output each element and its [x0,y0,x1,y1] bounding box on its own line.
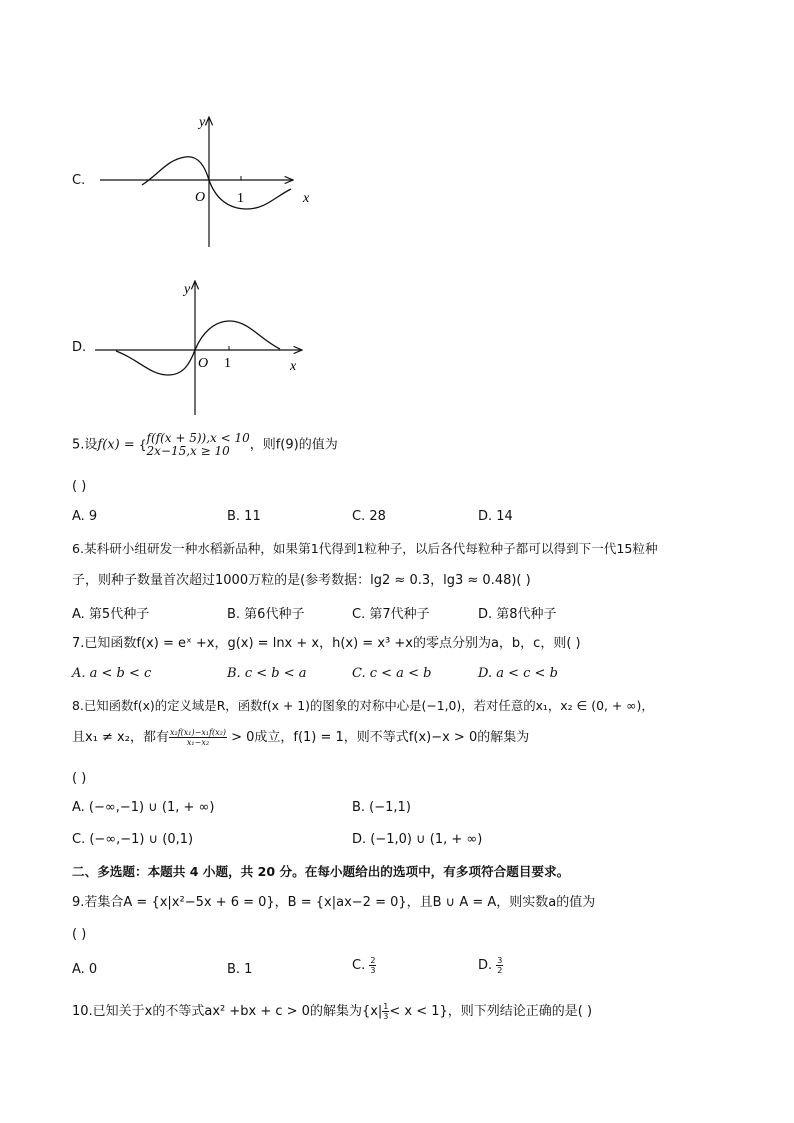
q9-option-c-den: 3 [370,966,376,975]
q5-option-b[interactable]: B. 11 [227,509,261,524]
q5-case-1: f(f(x + 5)),x < 10 [146,431,250,445]
q5-option-c[interactable]: C. 28 [352,509,386,524]
q9-option-d[interactable] [478,956,503,975]
q5-brace: { [138,438,147,452]
q7-option-b[interactable]: B. c < b < a [227,666,307,681]
q9-option-a[interactable]: A. 0 [72,962,98,977]
q9-option-d-fraction [496,956,503,975]
q10-prefix: 10.已知关于x的不等式ax² +bx + c > 0的解集为{x| [72,1004,383,1019]
q5-option-d[interactable]: D. 14 [478,509,513,524]
q9-option-c[interactable] [352,956,376,975]
q9-option-d-den: 2 [497,966,503,975]
graph-c-origin: O [195,190,206,205]
q6-option-d[interactable]: D. 第8代种子 [478,607,557,622]
q10-suffix: < x < 1}，则下列结论正确的是( ) [389,1004,593,1019]
q7-text: 7.已知函数f(x) = eˣ +x，g(x) = lnx + x，h(x) = x³ +x的零点分别为a，b，c，则( ) [72,636,581,651]
q6-option-b[interactable]: B. 第6代种子 [227,607,305,622]
q9-option-c-prefix: C. [352,958,366,973]
graph-c [95,105,325,255]
option-d-label: D. [72,340,87,355]
graph-d [90,273,320,423]
q7-option-c[interactable]: C. c < a < b [352,666,432,681]
q5-option-a[interactable]: A. 9 [72,509,98,524]
q8-line-1: 8.已知函数f(x)的定义域是R，函数f(x + 1)的图象的对称中心是(−1,0)，若对任意的x₁，x₂ ∈ (0, + ∞)， [72,698,654,713]
q8-line-2b: > 0成立，f(1) = 1，则不等式f(x)−x > 0的解集为 [226,730,530,745]
q8-option-d[interactable]: D. (−1,0) ∪ (1, + ∞) [352,832,483,847]
q9-text: 9.若集合A = {x|x²−5x + 6 = 0}，B = {x|ax−2 = 0}，且B ∪ A = A，则实数a的值为 [72,895,596,910]
q5-paren: ( ) [72,479,87,494]
q7-option-a[interactable]: A. a < b < c [72,666,152,681]
q9-paren: ( ) [72,927,87,942]
q8-line-2 [72,728,529,747]
q9-option-c-fraction [369,956,376,975]
section-2-heading: 二、多选题：本题共 4 小题，共 20 分。在每小题给出的选项中，有多项符合题目要求。 [72,864,570,879]
q5-case-2: 2x−15,x ≥ 10 [146,444,230,458]
q6-line-1: 6.某科研小组研发一种水稻新品种，如果第1代得到1粒种子，以后各代每粒种子都可以得到下一代15粒种 [72,541,658,556]
q9-option-c-num: 2 [370,956,376,965]
q5-prefix: 5.设 [72,437,98,453]
q6-option-a[interactable]: A. 第5代种子 [72,607,150,622]
q8-option-b[interactable]: B. (−1,1) [352,800,411,815]
q9-option-d-prefix: D. [478,958,493,973]
graph-c-y-label: y [199,115,206,130]
q8-option-a[interactable]: A. (−∞,−1) ∪ (1, + ∞) [72,800,215,815]
q10-frac-num: 1 [383,1002,389,1011]
q5-suffix: ，则f(9)的值为 [249,437,338,453]
q8-frac-den: x₁−x₂ [186,738,210,747]
q9-option-b[interactable]: B. 1 [227,962,253,977]
q5-func: f(x) = [97,437,139,453]
graph-d-x-label: x [290,359,297,374]
q10-frac-den: 3 [383,1012,389,1021]
q8-frac-num: x₂f(x₁)−x₁f(x₂) [169,728,226,737]
q8-line-2a: 且x₁ ≠ x₂，都有 [72,730,169,745]
q8-paren: ( ) [72,771,87,786]
q6-option-c[interactable]: C. 第7代种子 [352,607,430,622]
q8-option-c[interactable]: C. (−∞,−1) ∪ (0,1) [72,832,194,847]
q6-line-2: 子，则种子数量首次超过1000万粒的是(参考数据：lg2 ≈ 0.3，lg3 ≈ 0.48)( ) [72,573,531,588]
graph-c-tick-label: 1 [237,191,244,206]
q8-fraction [169,728,227,747]
graph-d-tick-label: 1 [224,356,231,371]
q9-option-d-num: 3 [497,956,503,965]
option-c-label: C. [72,173,86,188]
q7-option-d[interactable]: D. a < c < b [478,666,558,681]
graph-d-origin: O [198,356,209,371]
graph-c-curve [142,157,291,209]
question-5 [72,432,338,458]
q10-text [72,1002,592,1021]
graph-d-y-label: y [184,282,191,297]
graph-c-x-label: x [303,191,310,206]
